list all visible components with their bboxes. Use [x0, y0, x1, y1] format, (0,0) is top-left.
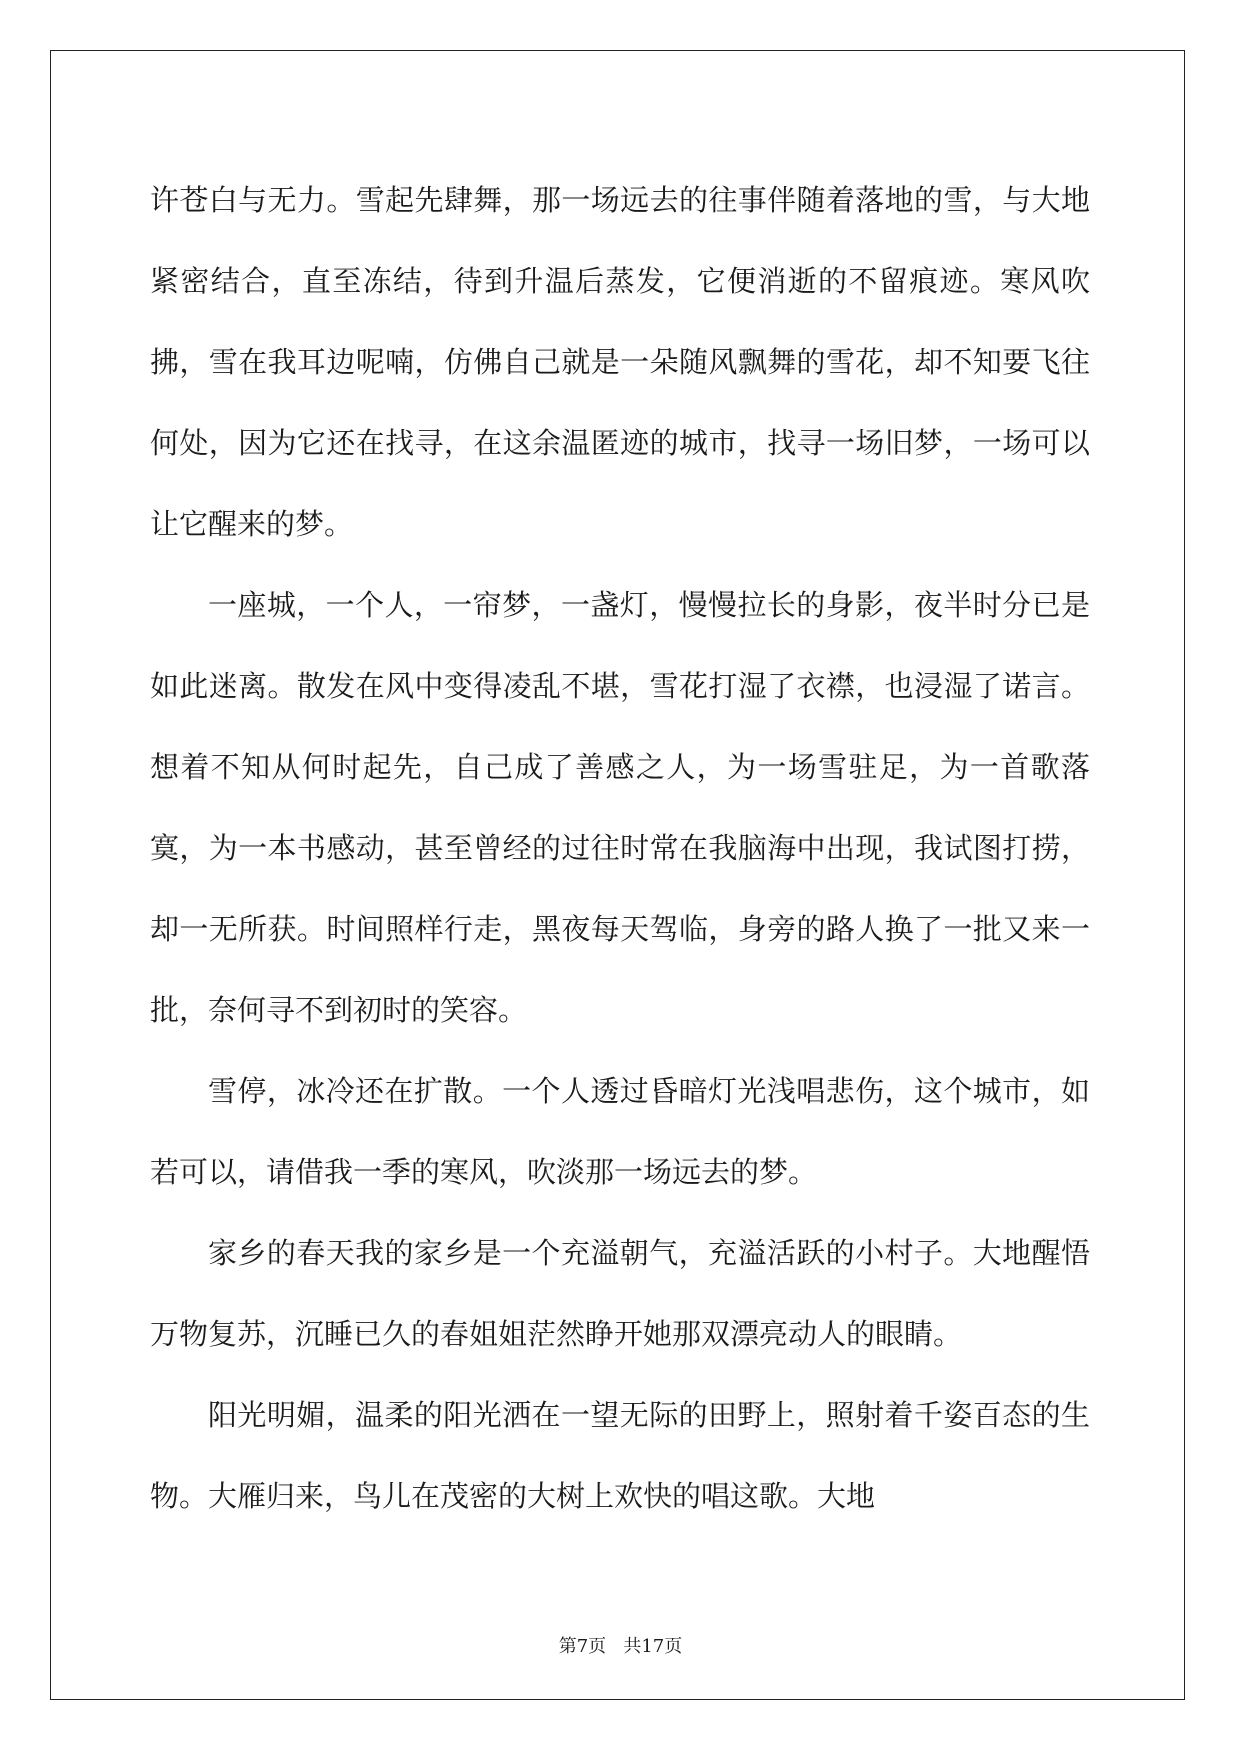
document-body — [150, 160, 1090, 1537]
paragraph-3: 雪停，冰冷还在扩散。一个人透过昏暗灯光浅唱悲伤，这个城市，如若可以，请借我一季的寒风，吹淡那一场远去的梦。 — [150, 1074, 1090, 1189]
page-number: 第7页 — [558, 1636, 607, 1657]
paragraph-5: 阳光明媚，温柔的阳光洒在一望无际的田野上，照射着千姿百态的生物。大雁归来，鸟儿在茂密的大树上欢快的唱这歌。大地 — [150, 1398, 1090, 1513]
page-total: 共17页 — [623, 1636, 683, 1657]
paragraph-4: 家乡的春天我的家乡是一个充溢朝气，充溢活跃的小村子。大地醒悟万物复苏，沉睡已久的春姐姐茫然睁开她那双漂亮动人的眼睛。 — [150, 1236, 1090, 1351]
paragraph-2: 一座城，一个人，一帘梦，一盏灯，慢慢拉长的身影，夜半时分已是如此迷离。散发在风中变得凌乱不堪，雪花打湿了衣襟，也浸湿了诺言。想着不知从何时起先，自己成了善感之人，为一场雪驻足，为一首歌落寞，为一本书感动，甚至曾经的过往时常在我脑海中出现，我试图打捞，却一无所获。时间照样行走，黑夜每天驾临，身旁的路人换了一批又来一批，奈何寻不到初时的笑容。 — [150, 588, 1090, 1027]
paragraph-1: 许苍白与无力。雪起先肆舞，那一场远去的往事伴随着落地的雪，与大地紧密结合，直至冻结，待到升温后蒸发，它便消逝的不留痕迹。寒风吹拂，雪在我耳边呢喃，仿佛自己就是一朵随风飘舞的雪花，却不知要飞往何处，因为它还在找寻，在这余温匿迹的城市，找寻一场旧梦，一场可以让它醒来的梦。 — [150, 183, 1090, 541]
page-footer — [0, 1632, 1241, 1658]
